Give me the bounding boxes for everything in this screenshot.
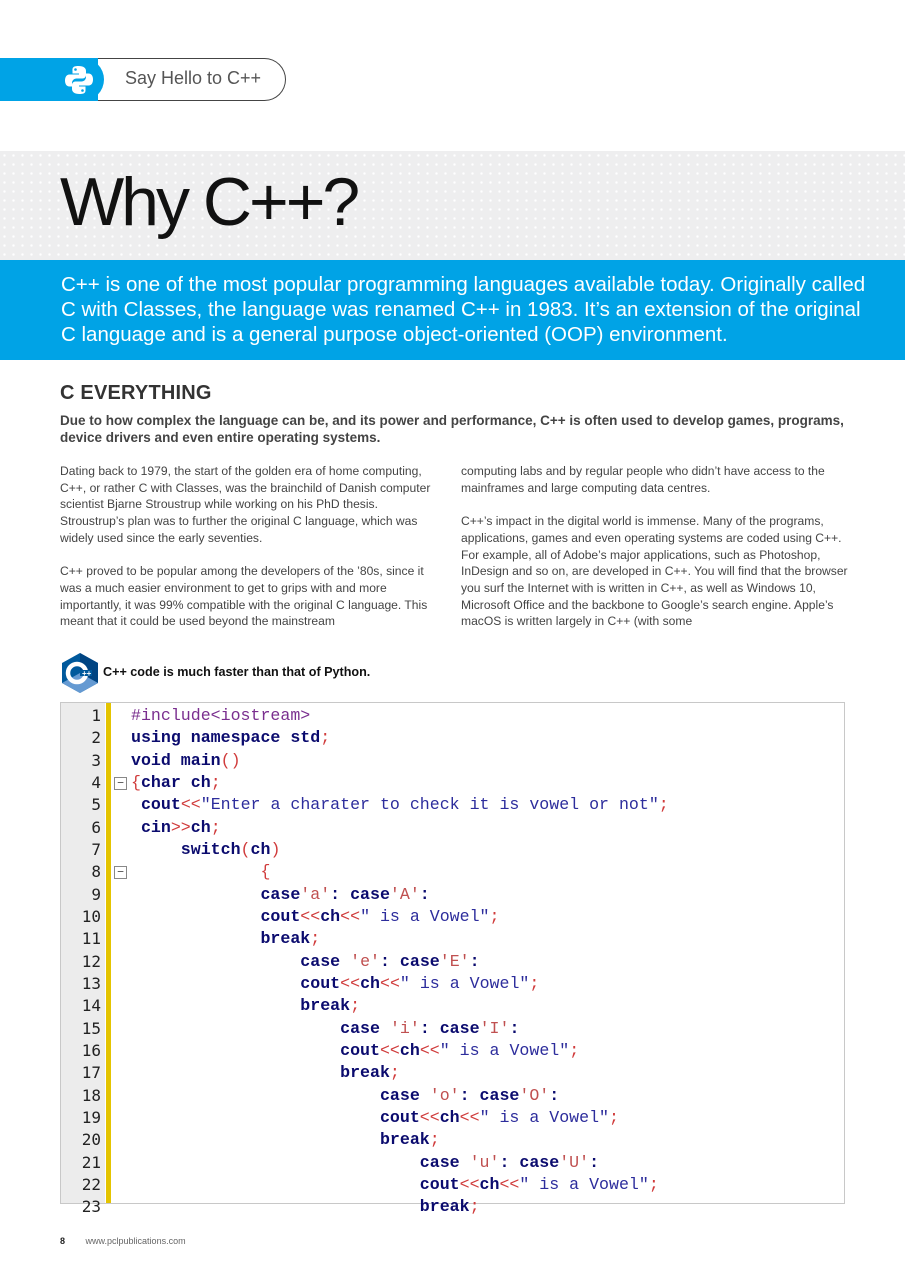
line-number: 21 (81, 1153, 101, 1172)
line-number: 20 (81, 1130, 101, 1149)
line-number: 11 (81, 929, 101, 948)
code-text: using namespace std; (131, 728, 331, 747)
code-line (61, 772, 846, 794)
cpp-logo-icon (60, 652, 100, 694)
footer-url: www.pclpublications.com (85, 1236, 186, 1246)
code-line (61, 1040, 846, 1062)
line-number: 15 (81, 1019, 101, 1038)
page-footer (60, 1236, 186, 1246)
code-line (61, 1107, 846, 1129)
body-paragraph: computing labs and by regular people who didn’t have access to the mainframes and large computing data centres. (461, 464, 825, 495)
code-line (61, 1152, 846, 1174)
line-number: 22 (81, 1175, 101, 1194)
code-text: {char ch; (131, 773, 221, 792)
code-text: cout<<ch<<" is a Vowel"; (300, 974, 540, 993)
code-line (61, 973, 846, 995)
line-number: 19 (81, 1108, 101, 1127)
line-number: 10 (81, 907, 101, 926)
code-line (61, 794, 846, 816)
section-header-tab (0, 58, 286, 101)
code-line (61, 839, 846, 861)
page-number: 8 (60, 1236, 66, 1246)
body-paragraph: C++’s impact in the digital world is immense. Many of the programs, applications, games and even operating systems are coded using C++. For example, all of Adobe’s major applications, such as Photoshop, InDesign and so on, are developed in C++. You will find that the browser you surf the Internet with is written in C++, as well as Windows 10, Microsoft Office and the backbone to Google’s search engine. Apple’s macOS is written largely in C++ (with some (461, 514, 848, 629)
line-number: 4 (91, 773, 101, 792)
section-heading: C EVERYTHING (60, 382, 212, 404)
fold-marker[interactable]: − (114, 777, 127, 790)
section-title: Say Hello to C++ (125, 68, 262, 88)
code-text: break; (379, 1130, 440, 1149)
code-text: cin>>ch; (140, 818, 221, 837)
section-lead: Due to how complex the language can be, and its power and performance, C++ is often used to develop games, programs, device drivers and even entire operating systems. (60, 413, 844, 445)
code-text: case 'u': case'U': (419, 1153, 600, 1172)
code-line (61, 1196, 846, 1218)
line-number: 7 (91, 840, 101, 859)
code-text: { (260, 862, 271, 881)
code-text: cout<<ch<<" is a Vowel"; (260, 907, 500, 926)
body-column-left (60, 463, 445, 647)
line-number: 8 (91, 862, 101, 881)
code-text: #include<iostream> (131, 706, 311, 725)
line-number: 1 (91, 706, 101, 725)
code-line (61, 906, 846, 928)
body-paragraph: C++ proved to be popular among the developers of the ’80s, since it was a much easier environment to get to grips with and more importantly, it was 99% compatible with the original C language. This meant that it could be used beyond the mainstream (60, 564, 428, 629)
fold-marker[interactable]: − (114, 866, 127, 879)
code-line (61, 705, 846, 727)
code-text: cout<<ch<<" is a Vowel"; (379, 1108, 619, 1127)
code-text: break; (419, 1197, 480, 1216)
body-column-right (461, 463, 851, 647)
code-line (61, 884, 846, 906)
intro-text: C++ is one of the most popular programming languages available today. Originally called C with Classes, the language was renamed C++ in 1983. It’s an extension of the original C language and is a general purpose object-oriented (OOP) environment. (61, 273, 866, 346)
code-text: case 'e': case'E': (300, 952, 480, 971)
python-logo-icon (54, 58, 104, 101)
line-number: 13 (81, 974, 101, 993)
code-text: case'a': case'A': (260, 885, 430, 904)
line-number: 18 (81, 1086, 101, 1105)
line-number: 3 (91, 751, 101, 770)
code-screenshot (60, 702, 845, 1216)
code-line (61, 1174, 846, 1196)
code-line (61, 1129, 846, 1151)
page-title: Why C++? (60, 164, 358, 240)
svg-text:++: ++ (82, 669, 92, 678)
intro-banner (0, 260, 905, 360)
line-number: 12 (81, 952, 101, 971)
line-number: 6 (91, 818, 101, 837)
code-line (61, 928, 846, 950)
line-number: 17 (81, 1063, 101, 1082)
code-line (61, 1085, 846, 1107)
python-logo-icon (62, 63, 96, 97)
code-text: cout<<ch<<" is a Vowel"; (340, 1041, 580, 1060)
code-text: break; (340, 1063, 400, 1082)
line-number: 14 (81, 996, 101, 1015)
code-text: break; (260, 929, 321, 948)
code-line (61, 951, 846, 973)
code-line (61, 1062, 846, 1084)
body-paragraph: Dating back to 1979, the start of the golden era of home computing, C++, or rather C with Classes, was the brainchild of Danish computer scientist Bjarne Stroustrup while working on his PhD thesis. Stroustrup’s plan was to further the original C language, which was widely used since the early seventies. (60, 464, 431, 545)
code-line (61, 817, 846, 839)
line-number: 5 (91, 795, 101, 814)
code-text: break; (300, 996, 361, 1015)
code-text: case 'o': case'O': (379, 1086, 560, 1105)
line-number: 9 (91, 885, 101, 904)
code-text: switch(ch) (180, 840, 281, 859)
line-number: 23 (81, 1197, 101, 1216)
line-number: 16 (81, 1041, 101, 1060)
caption-text: C++ code is much faster than that of Python. (103, 665, 371, 679)
code-line (61, 1018, 846, 1040)
code-text: case 'i': case'I': (340, 1019, 520, 1038)
code-text: void main() (131, 751, 241, 770)
code-line (61, 995, 846, 1017)
code-line (61, 750, 846, 772)
code-line (61, 861, 846, 883)
line-number: 2 (91, 728, 101, 747)
code-line (61, 727, 846, 749)
code-text: cout<<"Enter a charater to check it is vowel or not"; (140, 795, 669, 814)
code-text: cout<<ch<<" is a Vowel"; (419, 1175, 659, 1194)
